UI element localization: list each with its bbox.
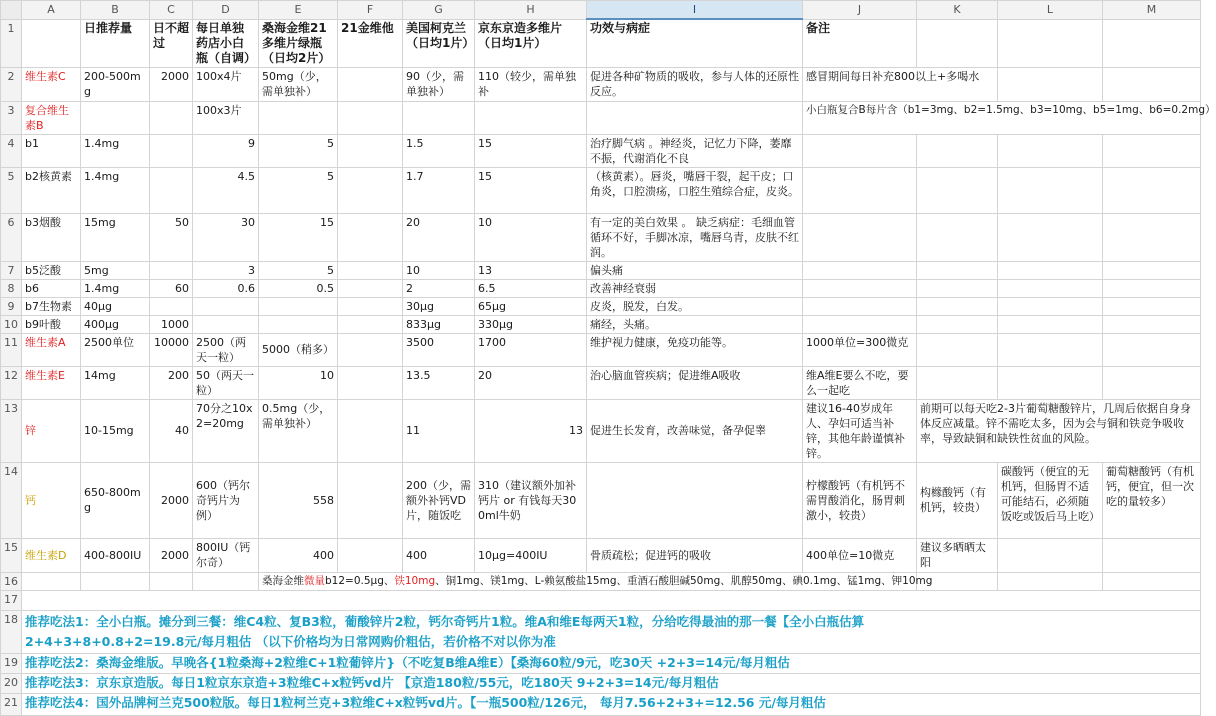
cell[interactable]: 14mg [81,366,150,399]
cell[interactable] [917,315,998,333]
row-header[interactable]: 5 [1,167,22,213]
row-header[interactable]: 21 [1,693,22,715]
cell[interactable] [338,462,403,538]
cell[interactable]: 10 [403,261,475,279]
cell[interactable] [1103,572,1201,590]
cell[interactable] [917,19,998,67]
cell[interactable] [917,333,998,366]
cell[interactable] [150,134,193,167]
cell[interactable]: 0.6 [193,279,259,297]
note-highlight: 微量 [304,574,325,587]
cell[interactable]: 3 [193,261,259,279]
nutrient-name[interactable]: b6 [22,279,81,297]
nutrient-name[interactable]: 维生素E [22,366,81,399]
cell[interactable]: 400 [403,538,475,572]
cell[interactable] [338,261,403,279]
cell[interactable] [998,213,1103,261]
cell[interactable] [1103,134,1201,167]
cell[interactable] [803,315,917,333]
cell[interactable] [338,297,403,315]
cell[interactable]: 13 [475,399,587,462]
cell[interactable] [1103,333,1201,366]
cell[interactable] [998,167,1103,213]
note-highlight: 铁10mg [394,574,436,587]
cell[interactable] [998,366,1103,399]
cell[interactable]: 110（较少，需单独补 [475,67,587,101]
cell[interactable]: 400μg [81,315,150,333]
cell[interactable]: 2500（两天一粒） [193,333,259,366]
cell[interactable]: 13.5 [403,366,475,399]
header-cell[interactable]: 美国柯克兰（日均1片） [403,19,475,67]
recommendation-cell[interactable]: 推荐吃法4：国外品牌柯兰克500粒版。每日1粒柯兰克+3粒维C+x粒钙vd片。【一瓶500粒/126元， 每月7.56+2+3+=12.56 元/每月粗估 [22,693,1201,715]
cell[interactable] [998,67,1103,101]
nutrient-name[interactable]: b3烟酸 [22,213,81,261]
table-row [1,297,1201,315]
cell[interactable] [1103,279,1201,297]
cell[interactable]: 感冒期间每日补充800以上+多喝水 [803,67,998,101]
cell[interactable]: 0.5 [259,279,338,297]
cell[interactable] [338,399,403,462]
cell[interactable]: 5 [259,134,338,167]
row-header[interactable]: 15 [1,538,22,572]
table-row [1,261,1201,279]
cell[interactable] [338,213,403,261]
column-header-l[interactable]: L [998,1,1103,20]
table-row [1,333,1201,366]
cell[interactable]: 有一定的美白效果 。 缺乏病症：毛细血管循环不好，手脚冰凉，嘴唇乌青，皮肤不红润。 [587,213,803,261]
table-row [1,610,1201,653]
cell[interactable]: （核黄素）。唇炎，嘴唇干裂，起干皮；口角炎，口腔溃疡，口腔生殖综合症，皮炎。 [587,167,803,213]
cell[interactable]: 13 [475,261,587,279]
column-header-a[interactable]: A [22,1,81,20]
recommendation-line: 推荐吃法1：全小白瓶。摊分到三餐：维C4粒、复B3粒，葡酸锌片2粒，钙尔奇钙片1粒。维A和维E每两天1粒，分给吃得最油的那一餐【全小白瓶估算 [25,613,865,629]
cell[interactable]: 200-500mg [81,67,150,101]
cell[interactable] [338,315,403,333]
cell[interactable]: 9 [193,134,259,167]
row-header[interactable]: 3 [1,101,22,134]
cell[interactable]: 前期可以每天吃2-3片葡萄糖酸锌片，几周后依据自身身体反应减量。锌不需吃太多，因为会与铜和铁竞争吸收率，导致缺铜和缺铁性贫血的风险。 [917,399,1201,462]
cell[interactable]: 40μg [81,297,150,315]
table-row [1,693,1201,715]
row-header[interactable]: 19 [1,653,22,673]
cell[interactable] [803,279,917,297]
table-row [1,167,1201,213]
column-header-c[interactable]: C [150,1,193,20]
nutrient-name[interactable]: b9叶酸 [22,315,81,333]
cell[interactable]: 50 [150,213,193,261]
table-row [1,572,1201,590]
cell[interactable]: 1.7 [403,167,475,213]
nutrient-name[interactable]: 维生素C [22,67,81,101]
cell[interactable]: 40 [150,399,193,462]
cell[interactable] [338,333,403,366]
cell[interactable]: 10μg=400IU [475,538,587,572]
select-all-corner[interactable] [1,1,22,20]
cell[interactable] [1103,167,1201,213]
cell[interactable] [998,538,1103,572]
column-header-i[interactable]: I [587,1,803,20]
cell[interactable]: 310（建议额外加补钙片 or 有钱每天300ml牛奶 [475,462,587,538]
cell[interactable] [998,279,1103,297]
cell[interactable]: 皮炎，脱发，白发。 [587,297,803,315]
cell[interactable] [22,19,81,67]
nutrient-name[interactable]: b2核黄素 [22,167,81,213]
column-header-d[interactable]: D [193,1,259,20]
cell[interactable]: 20 [475,366,587,399]
table-row [1,213,1201,261]
note-text: 、铜1mg、镁1mg、L-赖氨酸盐15mg、重酒石酸胆碱50mg、肌醇50mg、碘0.1mg、锰1mg、钾10mg [435,574,933,587]
cell[interactable]: 柠檬酸钙（有机钙不需胃酸消化，肠胃刺激小，较贵） [803,462,917,538]
cell[interactable]: 构橼酸钙（有机钙，较贵） [917,462,998,538]
cell[interactable]: 1700 [475,333,587,366]
cell[interactable]: 50mg（少，需单独补） [259,67,338,101]
cell[interactable] [1103,297,1201,315]
table-row [1,653,1201,673]
header-cell[interactable]: 功效与病症 [587,19,803,67]
cell[interactable]: 1000 [150,315,193,333]
row-header[interactable]: 11 [1,333,22,366]
table-row [1,19,1201,67]
cell[interactable]: 11 [403,399,475,462]
cell[interactable]: 15 [475,167,587,213]
column-header-g[interactable]: G [403,1,475,20]
row-header[interactable]: 14 [1,462,22,538]
column-header-f[interactable]: F [338,1,403,20]
table-row [1,673,1201,693]
cell[interactable]: 促进各种矿物质的吸收，参与人体的还原性反应。 [587,67,803,101]
cell[interactable] [803,261,917,279]
cell[interactable]: 65μg [475,297,587,315]
cell[interactable]: 1.4mg [81,279,150,297]
cell[interactable] [998,134,1103,167]
table-row [1,590,1201,610]
cell[interactable] [338,67,403,101]
cell[interactable]: 建议16-40岁成年人、孕妇可适当补锌，其他年龄谨慎补锌。 [803,399,917,462]
cell[interactable]: 治心脑血管疾病；促进维A吸收 [587,366,803,399]
header-cell[interactable]: 21金维他 [338,19,403,67]
cell[interactable]: 50（两天一粒） [193,366,259,399]
cell[interactable] [998,333,1103,366]
recommendation-cell[interactable]: 推荐吃法2：桑海金维版。早晚各{1粒桑海+2粒维C+1粒葡锌片}（不吃复B维A维E）【桑海60粒/9元，吃30天 +2+3=14元/每月粗估 [22,653,1201,673]
cell[interactable]: 200 [150,366,193,399]
cell[interactable]: 小白瓶复合B每片含（b1=3mg、b2=1.5mg、b3=10mg、b5=1mg、b6=0.2mg） [803,101,1201,134]
cell[interactable]: 650-800mg [81,462,150,538]
cell[interactable] [150,297,193,315]
table-row [1,279,1201,297]
cell[interactable] [1103,366,1201,399]
cell[interactable] [917,366,998,399]
column-header-row [1,1,1201,20]
table-row [1,462,1201,538]
cell[interactable] [338,279,403,297]
row-header[interactable]: 18 [1,610,22,653]
cell[interactable] [259,101,338,134]
cell[interactable] [1103,315,1201,333]
cell[interactable]: 5000（稍多） [259,333,338,366]
cell[interactable] [338,538,403,572]
row-header[interactable]: 7 [1,261,22,279]
cell[interactable]: 痛经，头痛。 [587,315,803,333]
cell[interactable] [998,315,1103,333]
cell[interactable]: 90（少，需单独补） [403,67,475,101]
cell[interactable] [193,572,259,590]
cell[interactable]: 改善神经衰弱 [587,279,803,297]
cell[interactable]: 5mg [81,261,150,279]
column-header-j[interactable]: J [803,1,917,20]
note-text: 桑海金维 [262,574,304,587]
header-cell[interactable]: 日推荐量 [81,19,150,67]
cell[interactable] [917,167,998,213]
cell[interactable]: 200（少，需额外补钙VD片，随饭吃 [403,462,475,538]
cell[interactable] [1103,538,1201,572]
row-header[interactable]: 9 [1,297,22,315]
cell[interactable] [998,19,1103,67]
cell[interactable]: 15mg [81,213,150,261]
cell[interactable]: 偏头痛 [587,261,803,279]
cell[interactable]: 330μg [475,315,587,333]
cell[interactable]: 3500 [403,333,475,366]
cell[interactable] [150,572,193,590]
cell[interactable]: 400 [259,538,338,572]
cell[interactable]: 2000 [150,462,193,538]
cell[interactable]: 15 [475,134,587,167]
column-header-e[interactable]: E [259,1,338,20]
cell[interactable] [338,101,403,134]
cell[interactable] [150,167,193,213]
cell[interactable]: 2000 [150,67,193,101]
row-header[interactable]: 17 [1,590,22,610]
row-header[interactable]: 20 [1,673,22,693]
header-cell[interactable]: 日不超过 [150,19,193,67]
cell[interactable]: 100x4片 [193,67,259,101]
cell[interactable] [917,213,998,261]
cell[interactable]: 2500单位 [81,333,150,366]
cell[interactable] [338,167,403,213]
cell[interactable] [338,134,403,167]
nutrient-name[interactable]: 维生素A [22,333,81,366]
column-header-k[interactable]: K [917,1,998,20]
cell[interactable] [998,297,1103,315]
cell[interactable]: 20 [403,213,475,261]
recommendation-cell[interactable]: 推荐吃法3：京东京造版。每日1粒京东京造+3粒维C+x粒钙vd片 【京造180粒/55元，吃180天 9+2+3=14元/每月粗估 [22,673,1201,693]
column-header-m[interactable]: M [1103,1,1201,20]
table-row [1,67,1201,101]
cell[interactable] [1103,19,1201,67]
table-row [1,366,1201,399]
row-header[interactable]: 13 [1,399,22,462]
cell[interactable]: 维护视力健康，免疫功能等。 [587,333,803,366]
nutrient-name[interactable]: 锌 [22,399,81,462]
cell[interactable]: 1.5 [403,134,475,167]
cell[interactable] [259,315,338,333]
cell[interactable] [22,572,81,590]
header-cell[interactable]: 备注 [803,19,917,67]
cell[interactable] [803,297,917,315]
recommendation-cell[interactable] [22,610,1201,653]
cell[interactable]: 600（钙尔奇钙片为例） [193,462,259,538]
column-header-b[interactable]: B [81,1,150,20]
cell[interactable] [917,134,998,167]
cell[interactable]: 833μg [403,315,475,333]
cell[interactable] [1103,213,1201,261]
row-header[interactable]: 1 [1,19,22,67]
cell[interactable]: 400-800IU [81,538,150,572]
cell[interactable] [338,366,403,399]
cell[interactable] [22,590,1201,610]
cell[interactable]: 促进生长发育，改善味觉，备孕促睾 [587,399,803,462]
cell[interactable] [475,101,587,134]
cell[interactable]: 1.4mg [81,134,150,167]
cell[interactable] [587,462,803,538]
cell[interactable]: 4.5 [193,167,259,213]
note-text: b12=0.5μg、 [325,574,395,587]
cell[interactable] [917,297,998,315]
cell[interactable] [998,572,1103,590]
cell[interactable] [998,261,1103,279]
cell[interactable] [81,572,150,590]
cell[interactable]: 0.5mg（少，需单独补） [259,399,338,462]
cell[interactable] [193,315,259,333]
cell[interactable]: 10-15mg [81,399,150,462]
cell[interactable] [803,134,917,167]
cell[interactable]: 1.4mg [81,167,150,213]
cell[interactable] [81,101,150,134]
ingredient-note-cell[interactable] [259,572,933,590]
cell[interactable] [150,101,193,134]
cell[interactable]: 10000 [150,333,193,366]
nutrient-name[interactable]: 维生素D [22,538,81,572]
nutrient-name[interactable]: b7生物素 [22,297,81,315]
cell[interactable]: 70分之10x2=20mg [193,399,259,462]
cell[interactable]: 2 [403,279,475,297]
cell[interactable]: 30 [193,213,259,261]
cell[interactable] [1103,67,1201,101]
header-cell[interactable]: 京东京造多维片（日均1片） [475,19,587,67]
cell[interactable]: 100x3片 [193,101,259,134]
cell[interactable]: 5 [259,167,338,213]
row-header[interactable]: 8 [1,279,22,297]
cell[interactable] [587,101,803,134]
nutrient-name[interactable]: b5泛酸 [22,261,81,279]
row-header[interactable]: 10 [1,315,22,333]
recommendation-line: 2+4+3+8+0.8+2=19.8元/每月粗估 （以下价格均为日常网购价粗估，若价格不对以你为准 [25,633,556,649]
cell[interactable] [917,261,998,279]
cell[interactable]: 骨质疏松；促进钙的吸收 [587,538,803,572]
nutrient-name[interactable]: b1 [22,134,81,167]
cell[interactable] [917,279,998,297]
cell[interactable]: 558 [259,462,338,538]
row-header[interactable]: 6 [1,213,22,261]
cell[interactable]: 15 [259,213,338,261]
table-row [1,538,1201,572]
cell[interactable]: 建议多晒晒太阳 [917,538,998,572]
cell[interactable]: 60 [150,279,193,297]
table-row [1,134,1201,167]
header-cell[interactable]: 每日单独药店小白瓶（自调） [193,19,259,67]
cell[interactable]: 400单位=10微克 [803,538,917,572]
cell[interactable] [803,167,917,213]
cell[interactable]: 维A维E要么不吃，要么一起吃 [803,366,917,399]
cell[interactable] [1103,261,1201,279]
cell[interactable]: 6.5 [475,279,587,297]
nutrient-name[interactable]: 复合维生素B [22,101,81,134]
table-row [1,101,1201,134]
table-row [1,399,1201,462]
row-header[interactable]: 16 [1,572,22,590]
cell[interactable]: 5 [259,261,338,279]
cell[interactable] [403,101,475,134]
cell[interactable]: 10 [259,366,338,399]
row-header[interactable]: 2 [1,67,22,101]
cell[interactable]: 30μg [403,297,475,315]
header-cell[interactable]: 桑海金维21多维片绿瓶（日均2片） [259,19,338,67]
cell[interactable] [259,297,338,315]
cell[interactable]: 治疗脚气病 。神经炎，记忆力下降，萎靡不振，代谢消化不良 [587,134,803,167]
nutrient-name[interactable]: 钙 [22,462,81,538]
table-row [1,315,1201,333]
cell[interactable]: 1000单位=300微克 [803,333,917,366]
cell[interactable]: 10 [475,213,587,261]
cell[interactable] [150,261,193,279]
row-header[interactable]: 12 [1,366,22,399]
cell[interactable] [803,213,917,261]
cell[interactable]: 葡萄糖酸钙（有机钙，便宜，但一次吃的量较多） [1103,462,1201,538]
cell[interactable]: 800IU（钙尔奇） [193,538,259,572]
column-header-h[interactable]: H [475,1,587,20]
row-header[interactable]: 4 [1,134,22,167]
cell[interactable]: 碳酸钙（便宜的无机钙，但肠胃不适可能结石，必须随饭吃或饭后马上吃） [998,462,1103,538]
cell[interactable]: 2000 [150,538,193,572]
cell[interactable] [193,297,259,315]
